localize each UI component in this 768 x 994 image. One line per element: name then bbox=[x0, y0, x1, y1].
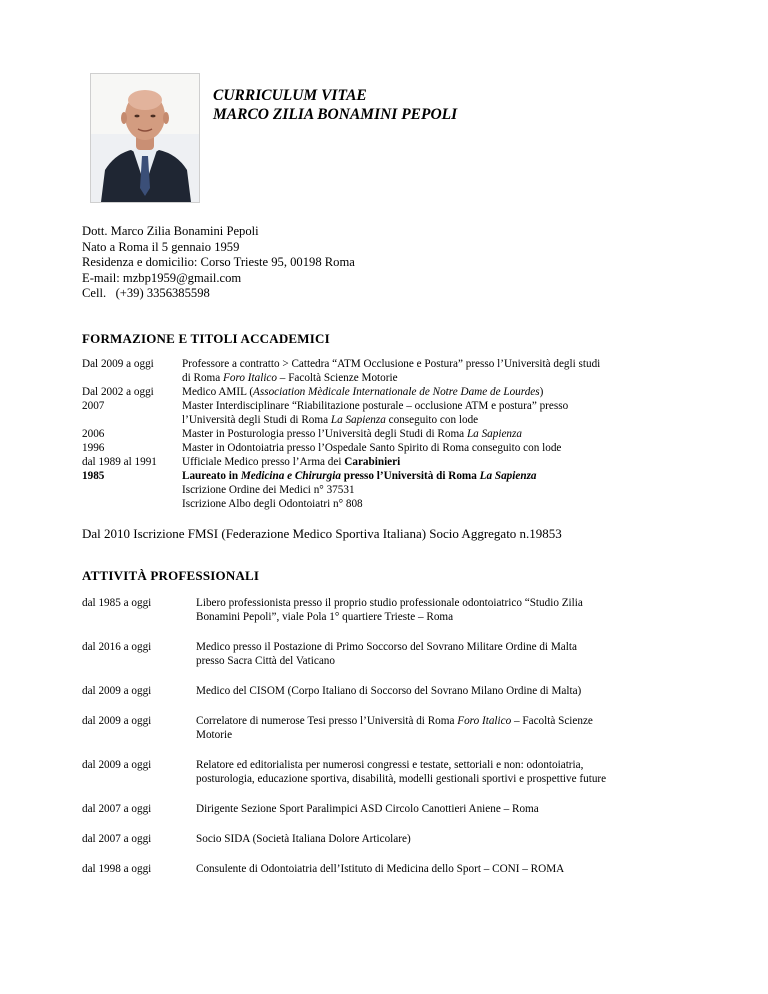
professional-row bbox=[82, 802, 712, 816]
professional-text: Medico presso il Postazione di Primo Soccorso del Sovrano Militare Ordine di Malta presso Sacra Città del Vaticano bbox=[196, 641, 577, 667]
education-heading: FORMAZIONE E TITOLI ACCADEMICI bbox=[82, 331, 330, 346]
portrait-image bbox=[91, 74, 199, 202]
professional-date: dal 2009 a oggi bbox=[82, 685, 152, 697]
professional-date: dal 1985 a oggi bbox=[82, 597, 152, 609]
professional-date: dal 2009 a oggi bbox=[82, 715, 152, 727]
professional-text: Socio SIDA (Società Italiana Dolore Articolare) bbox=[196, 833, 411, 845]
fmsi-membership: Dal 2010 Iscrizione FMSI (Federazione Medico Sportiva Italiana) Socio Aggregato n.19853 bbox=[82, 526, 562, 541]
education-text: Master in Odontoiatria presso l’Ospedale Santo Spirito di Roma conseguito con lode bbox=[182, 442, 562, 454]
professional-date: dal 2007 a oggi bbox=[82, 833, 152, 845]
cv-title-line-2: MARCO ZILIA BONAMINI PEPOLI bbox=[213, 106, 458, 123]
personal-birth: Nato a Roma il 5 gennaio 1959 bbox=[82, 239, 240, 254]
education-row bbox=[82, 455, 712, 469]
education-text: Professore a contratto > Cattedra “ATM Occlusione e Postura” presso l’Università degli studi di Roma Foro Italico – Facoltà Scienze Motorie bbox=[182, 358, 601, 384]
education-row bbox=[82, 483, 712, 497]
professional-row bbox=[82, 832, 712, 846]
professional-date: dal 2016 a oggi bbox=[82, 641, 152, 653]
personal-name: Dott. Marco Zilia Bonamini Pepoli bbox=[82, 224, 259, 238]
education-row bbox=[82, 469, 712, 483]
professional-text: Correlatore di numerose Tesi presso l’Università di Roma Foro Italico – Facoltà Scienze Motorie bbox=[196, 715, 593, 741]
education-row bbox=[82, 497, 712, 511]
education-row bbox=[82, 441, 712, 455]
professional-text: Libero professionista presso il proprio studio professionale odontoiatrico “Studio Zilia Bonamini Pepoli”, viale Pola 1° quartiere Trieste – Roma bbox=[196, 597, 583, 623]
education-list bbox=[82, 357, 712, 511]
professional-text: Dirigente Sezione Sport Paralimpici ASD Circolo Canottieri Aniene – Roma bbox=[196, 803, 539, 815]
education-text: Master in Posturologia presso l’Università degli Studi di Roma La Sapienza bbox=[182, 428, 522, 440]
education-text: Master Interdisciplinare “Riabilitazione posturale – occlusione ATM e postura” presso l’Università degli Studi di Roma La Sapienza conseguito con lode bbox=[182, 400, 569, 426]
professional-text: Relatore ed editorialista per numerosi congressi e testate, settoriali e non: odontoiatria, posturologia, educazione sportiva, disabilità, modelli gestionali sportivi e prospettive future bbox=[196, 759, 607, 785]
education-date: 2007 bbox=[82, 400, 105, 412]
personal-address: Residenza e domicilio: Corso Trieste 95, 00198 Roma bbox=[82, 255, 355, 269]
professional-row bbox=[82, 640, 712, 668]
education-text: Laureato in Medicina e Chirurgia presso l’Università di Roma La Sapienza bbox=[182, 470, 537, 482]
education-date: dal 1989 al 1991 bbox=[82, 456, 157, 468]
professional-row bbox=[82, 596, 712, 624]
personal-email: E-mail: mzbp1959@gmail.com bbox=[82, 270, 242, 285]
education-row bbox=[82, 357, 712, 385]
professional-list bbox=[82, 596, 712, 892]
education-date: 1996 bbox=[82, 442, 105, 454]
education-row bbox=[82, 399, 712, 427]
cv-title-line-1: CURRICULUM VITAE bbox=[213, 87, 367, 104]
professional-text: Medico del CISOM (Corpo Italiano di Soccorso del Sovrano Milano Ordine di Malta) bbox=[196, 685, 582, 697]
personal-phone: Cell. (+39) 3356385598 bbox=[82, 286, 210, 300]
professional-date: dal 2007 a oggi bbox=[82, 803, 152, 815]
education-text: Ufficiale Medico presso l’Arma dei Carabinieri bbox=[182, 456, 401, 468]
education-row bbox=[82, 385, 712, 399]
professional-heading: ATTIVITÀ PROFESSIONALI bbox=[82, 568, 260, 583]
cv-title bbox=[213, 86, 457, 124]
education-text: Medico AMIL (Association Mèdicale Internationale de Notre Dame de Lourdes) bbox=[182, 386, 544, 398]
professional-row bbox=[82, 684, 712, 698]
professional-date: dal 2009 a oggi bbox=[82, 759, 152, 771]
professional-date: dal 1998 a oggi bbox=[82, 863, 152, 875]
education-text: Iscrizione Ordine dei Medici n° 37531 bbox=[182, 484, 355, 496]
professional-row bbox=[82, 714, 712, 742]
education-date: 1985 bbox=[82, 470, 105, 482]
professional-row bbox=[82, 758, 712, 786]
professional-text: Consulente di Odontoiatria dell’Istituto di Medicina dello Sport – CONI – ROMA bbox=[196, 863, 565, 875]
education-text: Iscrizione Albo degli Odontoiatri n° 808 bbox=[182, 498, 363, 510]
professional-row bbox=[82, 862, 712, 876]
personal-info bbox=[82, 224, 355, 302]
education-date: Dal 2002 a oggi bbox=[82, 386, 154, 398]
education-row bbox=[82, 427, 712, 441]
education-date: Dal 2009 a oggi bbox=[82, 358, 154, 370]
education-date: 2006 bbox=[82, 428, 105, 440]
profile-photo bbox=[90, 73, 200, 203]
